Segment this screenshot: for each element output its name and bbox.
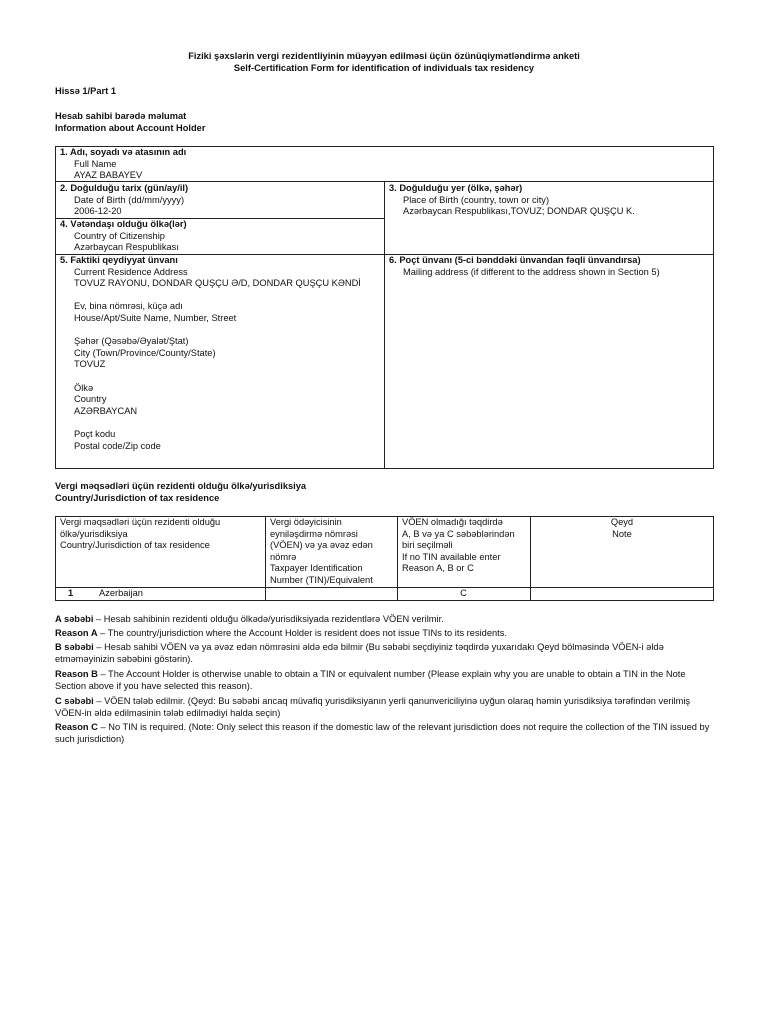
dob-label: Date of Birth (dd/mm/yyyy) (74, 194, 185, 205)
tax-row-country[interactable]: Azerbaijan (99, 588, 143, 598)
mailing-title: 6. Poçt ünvanı (5-ci bənddəki ünvandan fəqli ünvandırsa) (389, 255, 641, 265)
tax-heading-en: Country/Jurisdiction of tax residence (55, 493, 220, 503)
house-label-en: House/Apt/Suite Name, Number, Street (74, 312, 237, 323)
full-name-value: AYAZ BABAYEV (74, 170, 143, 181)
reason-b-az: B səbəbi – Hesab sahibi VÖEN və ya əvəz edən nömrəsini əldə edə bilmir (Bu səbəbi seçdiyiniz təqdirdə yuxarıdakı Qeyd bölməsində VÖEN-i əldə etməməyinizin səbəbini göstərin). (55, 642, 664, 664)
pob-label: Place of Birth (country, town or city) (403, 194, 550, 205)
country-label-en: Country (74, 394, 107, 405)
reason-c-en: Reason C – No TIN is required. (Note: Only select this reason if the domestic law of the relevant jurisdiction does not require the collection of the TIN issued by such jurisdiction) (55, 722, 710, 744)
reason-c-az: C səbəbi – VÖEN tələb edilmir. (Qeyd: Bu səbəbi ancaq müvafiq yurisdiksiyanın yerli qanunvericiliyinə uyğun olaraq həmin yurisdiksiya tərəfindən verilmiş VÖEN-in əldə edilməsinin tələb edilmədiyi halda seçin) (55, 696, 691, 718)
tax-row-number: 1 (68, 588, 74, 598)
country-label-az: Ölkə (74, 382, 94, 393)
citizenship-label: Country of Citizenship (74, 230, 165, 241)
city-label-en: City (Town/Province/County/State) (74, 347, 216, 358)
city-value: TOVUZ (74, 359, 106, 370)
tax-row-note[interactable] (535, 588, 709, 599)
citizenship-value: Azərbaycan Respublikası (74, 242, 179, 253)
full-name-title: 1. Adı, soyadı və atasının adı (60, 147, 187, 157)
reason-a-az: A səbəbi – Hesab sahibinin rezidenti olduğu ölkədə/yurisdiksiyada rezidentlərə VÖEN verilmir. (55, 614, 444, 624)
field-residence-address[interactable] (60, 255, 361, 452)
residence-title: 5. Faktiki qeydiyyat ünvanı (60, 255, 178, 265)
reason-a-en: Reason A – The country/jurisdiction where the Account Holder is resident does not issue TINs to its residents. (55, 628, 507, 638)
tax-row-tin[interactable] (270, 588, 392, 599)
residence-value: TOVUZ RAYONU, DONDAR QUŞÇU Ə/D, DONDAR QUŞÇU KƏNDİ (74, 278, 361, 289)
tax-heading-az: Vergi məqsədləri üçün rezidenti olduğu ölkə/yurisdiksiya (55, 481, 307, 491)
tax-header-tin: Vergi ödəyicisinin eyniləşdirmə nömrəsi (VÖEN) və ya əvəz edən nömrə Taxpayer Identification Number (TIN)/Equivalent (270, 517, 373, 585)
dob-title: 2. Doğulduğu tarix (gün/ay/il) (60, 183, 189, 193)
residence-label: Current Residence Address (74, 266, 188, 277)
account-holder-heading-en: Information about Account Holder (55, 123, 206, 133)
postal-label-az: Poçt kodu (74, 428, 116, 439)
tax-header-note: Qeyd Note (610, 517, 634, 539)
account-holder-heading-az: Hesab sahibi barədə məlumat (55, 111, 187, 121)
field-citizenship[interactable] (60, 219, 187, 254)
city-label-az: Şəhər (Qəsəbə/Əyalət/Ştat) (74, 336, 189, 347)
reason-b-en: Reason B – The Account Holder is otherwise unable to obtain a TIN or equivalent number (Please explain why you are unable to obtain a TIN in the Note Section above if you have selected this reason). (55, 669, 686, 691)
field-date-of-birth[interactable] (60, 183, 188, 218)
pob-value: Azərbaycan Respublikası,TOVUZ; DONDAR QUŞÇU K. (403, 206, 635, 217)
part-label: Hissə 1/Part 1 (55, 86, 116, 96)
citizenship-title: 4. Vətəndaşı olduğu ölkə(lər) (60, 219, 187, 229)
tax-header-country: Vergi məqsədləri üçün rezidenti olduğu ölkə/yurisdiksiya Country/Jurisdiction of tax residence (60, 517, 221, 551)
pob-title: 3. Doğulduğu yer (ölkə, şəhər) (389, 183, 523, 193)
house-label-az: Ev, bina nömrəsi, küçə adı (74, 301, 183, 312)
mailing-label: Mailing address (if different to the address shown in Section 5) (403, 266, 660, 277)
postal-label-en: Postal code/Zip code (74, 440, 161, 451)
tax-header-reason: VÖEN olmadığı təqdirdə A, B və ya C səbəblərindən biri seçilməli If no TIN available enter Reason A, B or C (402, 517, 515, 574)
tax-row-reason[interactable]: C (460, 588, 467, 598)
field-full-name[interactable] (60, 147, 186, 182)
country-value: AZƏRBAYCAN (74, 405, 138, 416)
form-title-az: Fiziki şəxslərin vergi rezidentliyinin müəyyən edilməsi üçün özünüqiymətləndirmə anketi (188, 51, 580, 61)
field-place-of-birth[interactable] (389, 183, 635, 218)
form-title-en: Self-Certification Form for identification of individuals tax residency (233, 63, 535, 73)
full-name-label: Full Name (74, 158, 117, 169)
field-mailing-address[interactable] (389, 255, 660, 278)
dob-value: 2006-12-20 (74, 206, 122, 217)
